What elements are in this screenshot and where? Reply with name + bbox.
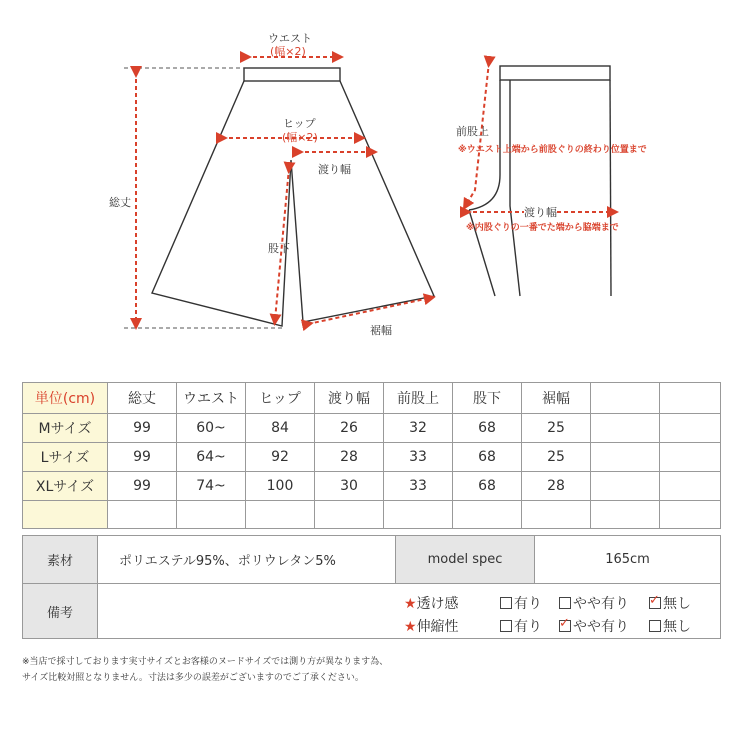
option-label: やや有り [573,619,629,635]
stretch-option-some[interactable] [559,616,629,636]
length-label: 総丈 [109,196,131,209]
table-cell [453,501,522,529]
table-cell: 26 [315,414,384,443]
model-spec-label: model spec [396,536,535,584]
table-cell [315,501,384,529]
checkbox-icon [649,620,661,632]
table-cell: 60~ [177,414,246,443]
header-empty [591,383,660,414]
table-cell: 74~ [177,472,246,501]
thigh-label: 渡り幅 [318,163,351,176]
table-cell: 28 [522,472,591,501]
table-cell: 25 [522,414,591,443]
option-label: 有り [514,596,542,612]
option-label: 無し [663,596,691,612]
size-name: Lサイズ [23,443,108,472]
size-table [22,382,721,529]
table-cell: 68 [453,414,522,443]
waist-note: (幅×2) [270,45,306,58]
stretch-label: 伸縮性 [416,619,459,635]
table-row [23,443,721,472]
sheer-option-yes[interactable] [500,593,542,613]
checked-checkbox-icon: ✓ [649,593,660,608]
header-waist: ウエスト [177,383,246,414]
footer-note-2: サイズ比較対照となりません。寸法は多少の誤差がございますのでご了承ください。 [22,673,364,683]
table-cell: 64~ [177,443,246,472]
sheer-option-no[interactable] [649,593,691,613]
table-cell: 99 [108,414,177,443]
table-cell: 32 [384,414,453,443]
option-label: やや有り [573,596,629,612]
option-label: 無し [663,619,691,635]
waistband [244,68,340,81]
table-cell: 33 [384,443,453,472]
hem-label: 裾幅 [370,324,392,337]
material-label: 素材 [23,536,98,584]
rise-note: ※ウエスト上端から前股ぐりの終わり位置まで [458,145,647,155]
side-waistband [500,66,610,80]
unit-header: 単位(cm) [23,383,108,414]
table-cell [246,501,315,529]
remarks-label: 備考 [23,584,98,639]
table-cell: 99 [108,443,177,472]
side-view [469,66,611,296]
table-cell: 92 [246,443,315,472]
option-label: 有り [514,619,542,635]
table-cell: 99 [108,472,177,501]
material-row [23,536,721,584]
header-inseam: 股下 [453,383,522,414]
table-cell: 100 [246,472,315,501]
table-cell: 30 [315,472,384,501]
star-icon: ★ [404,596,417,612]
table-cell [660,414,721,443]
table-cell: 28 [315,443,384,472]
table-cell [384,501,453,529]
size-table-header [23,383,721,414]
table-cell: 68 [453,443,522,472]
size-name: XLサイズ [23,472,108,501]
hip-note: (幅×2) [282,131,318,144]
header-empty [660,383,721,414]
side-seam [610,80,611,296]
checkbox-icon [500,597,512,609]
header-rise: 前股上 [384,383,453,414]
pants-diagram [0,0,740,360]
table-cell: 68 [453,472,522,501]
sheer-option-some[interactable] [559,593,629,613]
rise-label: 前股上 [456,125,489,138]
hip-label: ヒップ [283,117,316,130]
stretch-label-wrap [404,616,459,636]
table-cell: 33 [384,472,453,501]
header-hem: 裾幅 [522,383,591,414]
front-view [152,68,434,326]
table-cell [660,443,721,472]
thigh2-label: 渡り幅 [524,206,557,219]
stretch-option-yes[interactable] [500,616,542,636]
footer-note-1: ※当店で採寸しております実寸サイズとお客様のヌードサイズでは測り方が異なります為、 [22,657,389,667]
table-cell [522,501,591,529]
size-name: Mサイズ [23,414,108,443]
hem-arrow [308,298,430,324]
table-cell [177,501,246,529]
table-cell [591,472,660,501]
table-cell [591,414,660,443]
size-name [23,501,108,529]
checked-checkbox-icon: ✓ [559,616,570,631]
stretch-option-no[interactable] [649,616,691,636]
table-row [23,414,721,443]
table-cell [660,501,721,529]
inner-leg-line-2 [510,80,520,296]
material-value: ポリエステル95%、ポリウレタン5% [98,536,396,584]
table-cell [108,501,177,529]
sheer-label: 透け感 [416,596,459,612]
checkbox-icon [559,597,571,609]
checkbox-icon [500,620,512,632]
header-length: 総丈 [108,383,177,414]
inseam-label: 股下 [268,242,290,255]
table-cell [591,443,660,472]
waist-label: ウエスト [268,32,312,45]
table-cell: 25 [522,443,591,472]
sheer-label-wrap [404,593,459,613]
table-cell [660,472,721,501]
table-cell: 84 [246,414,315,443]
header-thigh: 渡り幅 [315,383,384,414]
table-cell [591,501,660,529]
table-row [23,472,721,501]
table-row [23,501,721,529]
thigh2-note: ※内股ぐりの一番でた端から脇端まで [466,223,619,233]
star-icon: ★ [404,619,417,635]
header-hip: ヒップ [246,383,315,414]
model-spec-value: 165cm [535,536,721,584]
